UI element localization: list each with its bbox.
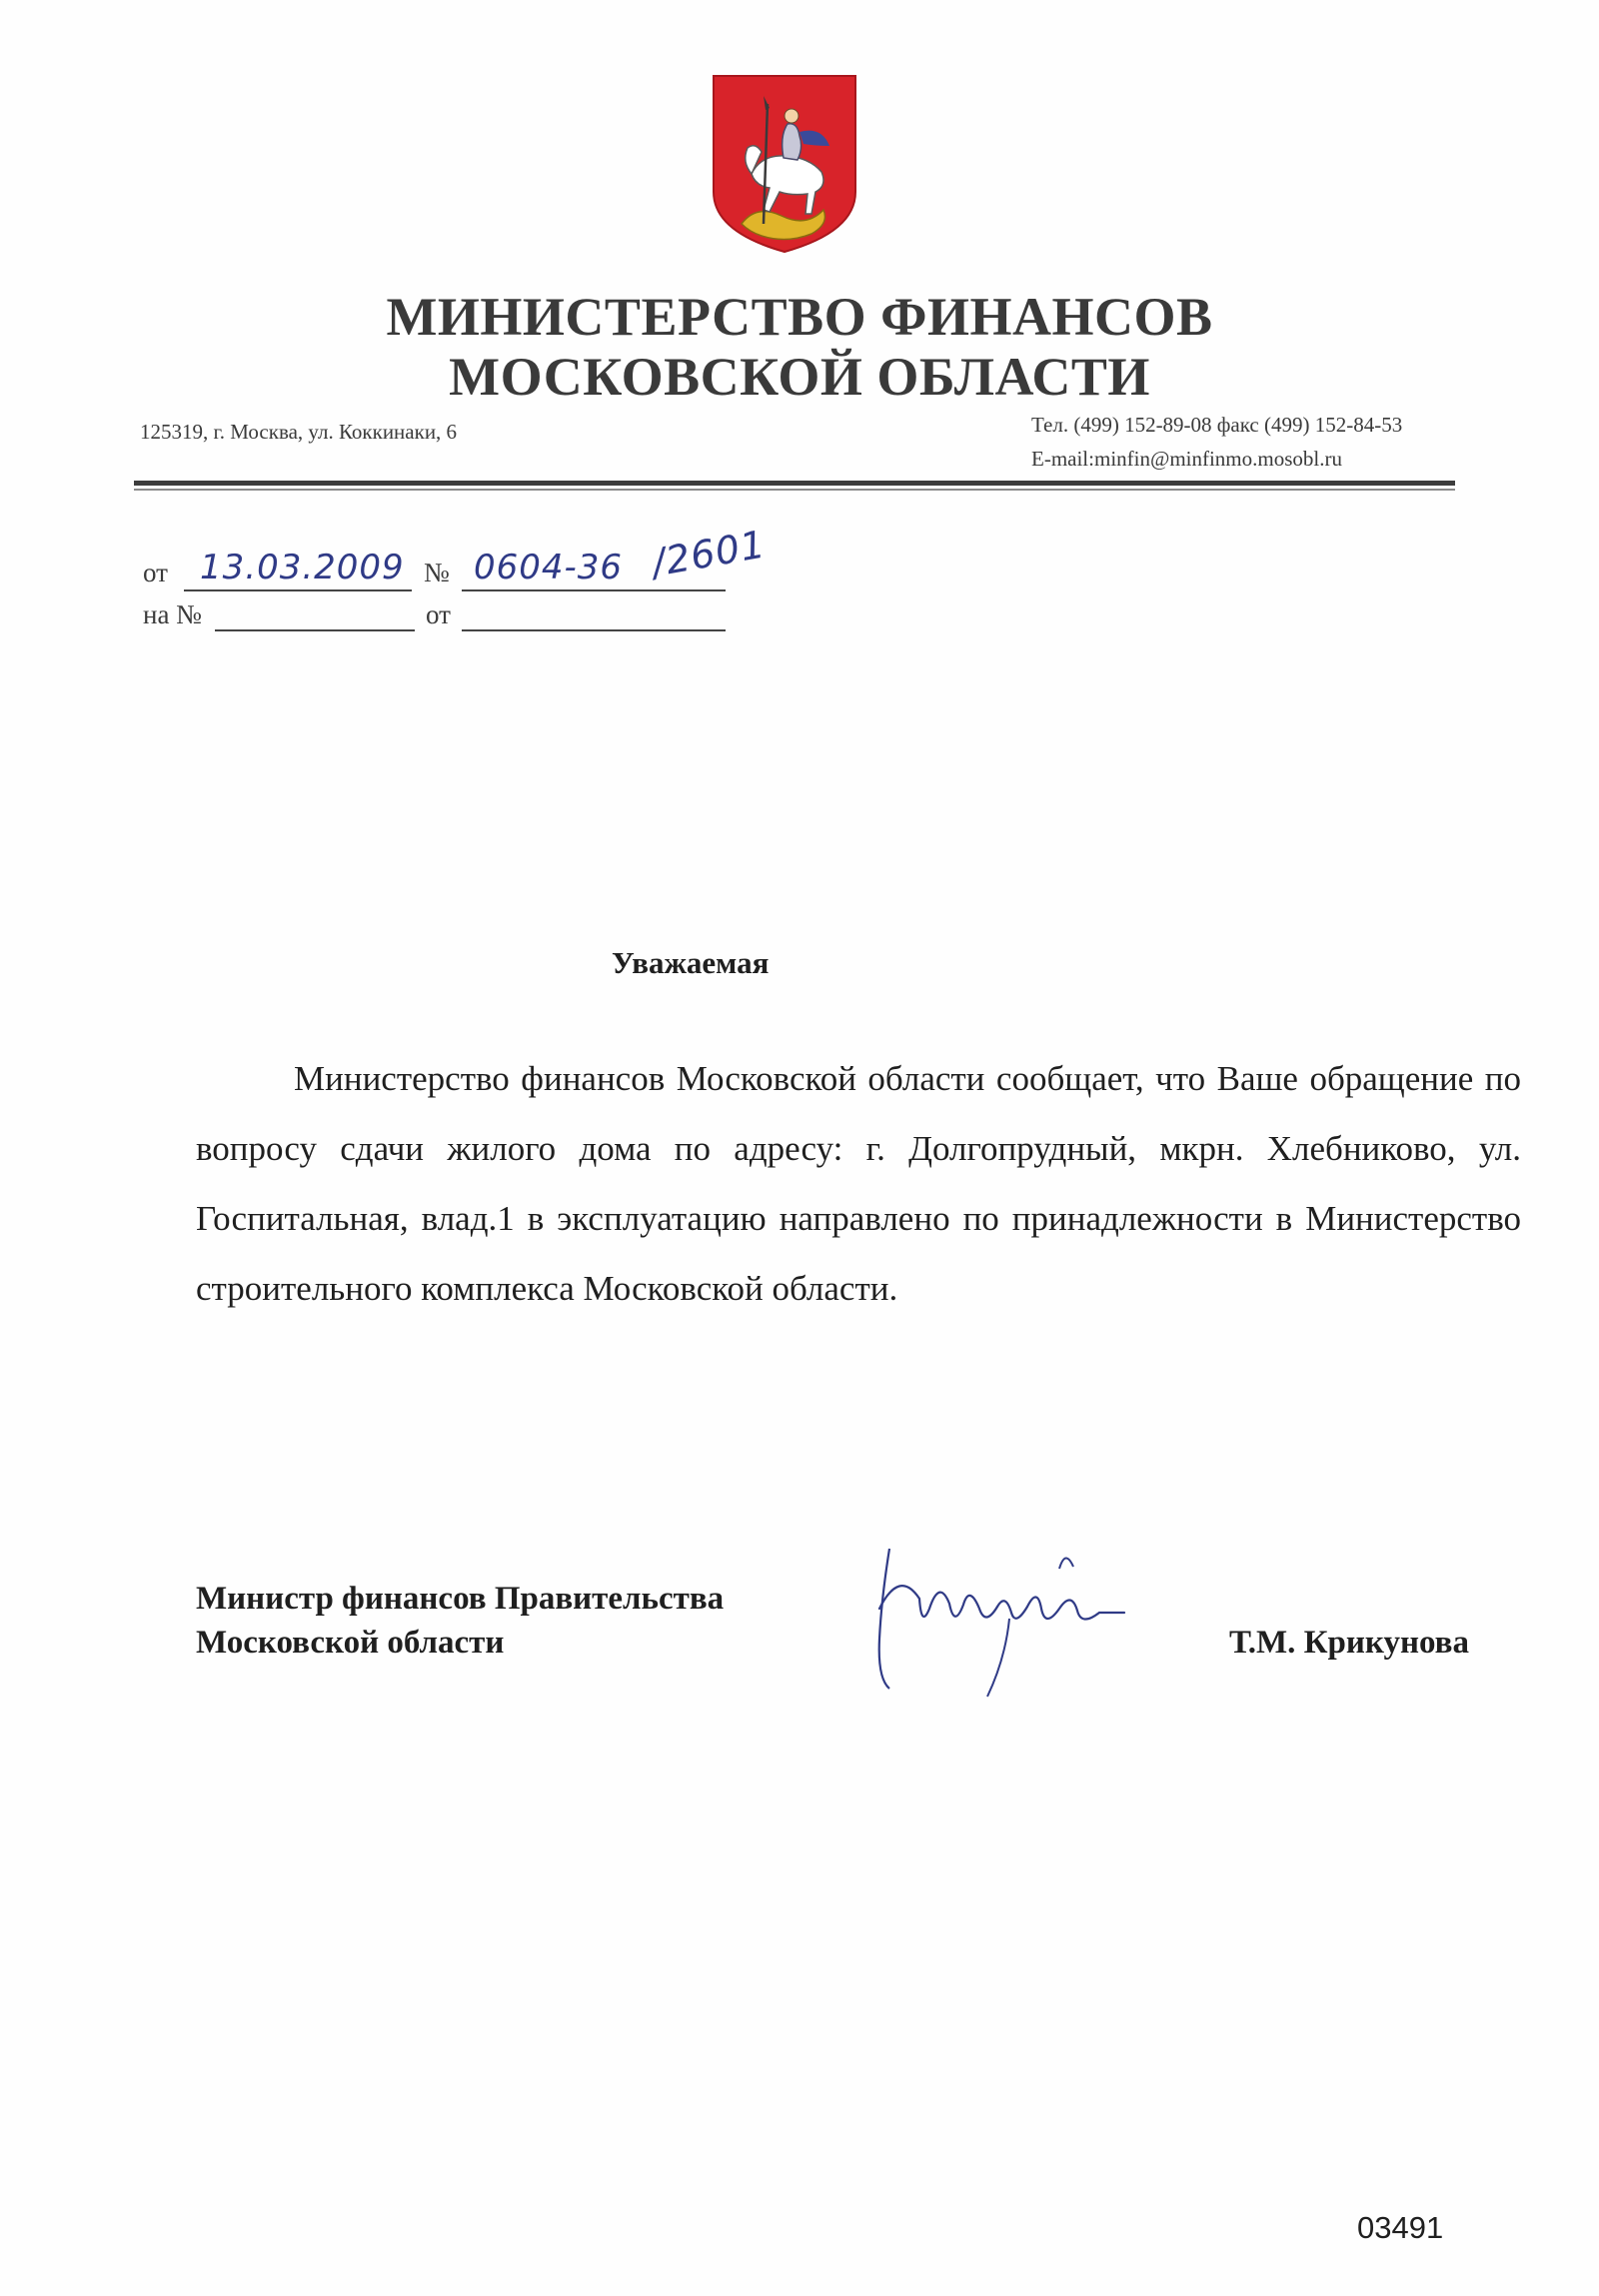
ref-from-label: от	[143, 558, 168, 587]
document-number: 03491	[1357, 2210, 1444, 2245]
ref-number-line	[462, 589, 726, 591]
signatory-position	[196, 1577, 724, 1665]
signatory-position-line1: Министр финансов Правительства	[196, 1581, 725, 1617]
ref-number-label: №	[424, 558, 450, 587]
signatory-name: Т.М. Крикунова	[1229, 1625, 1469, 1661]
letter-body: Министерство финансов Московской области сообщает, что Ваше обращение по вопросу сдачи жилого дома по адресу: г. Долгопрудный, мкрн. Хлебниково, ул. Госпитальная, влад.1 в эксплуатацию направлено по принадлежности в Министерство строительного комплекса Московской области.	[196, 1059, 1521, 1308]
ref-number-suffix-handwritten: /2601	[649, 522, 770, 585]
ministry-title-line1: МИНИСТЕРСТВО ФИНАНСОВ	[386, 287, 1213, 347]
ref-number-handwritten: 0604-36	[474, 548, 624, 587]
salutation: Уважаемая	[612, 945, 770, 980]
ref-in-reply-label: на №	[143, 599, 202, 629]
ministry-phone-fax: Тел. (499) 152-89-08 факс (499) 152-84-53	[1031, 413, 1403, 437]
ministry-title-line2: МОСКОВСКОЙ ОБЛАСТИ	[449, 347, 1150, 407]
signatory-position-line2: Московской области	[196, 1625, 505, 1661]
ministry-email: E-mail:minfin@minfinmo.mosobl.ru	[1031, 447, 1342, 471]
ref-date-line	[184, 589, 412, 591]
moscow-oblast-coat-of-arms-icon	[712, 74, 857, 254]
handwritten-signature	[859, 1509, 1139, 1709]
ref-in-reply-from-label: от	[426, 599, 451, 629]
ref-date-handwritten: 13.03.2009	[200, 548, 405, 587]
ministry-address: 125319, г. Москва, ул. Коккинаки, 6	[140, 420, 458, 444]
letterhead-divider-thin	[134, 489, 1455, 491]
ref-in-reply-number-line	[215, 629, 415, 631]
letterhead-divider	[134, 481, 1455, 486]
ref-in-reply-date-line	[462, 629, 726, 631]
